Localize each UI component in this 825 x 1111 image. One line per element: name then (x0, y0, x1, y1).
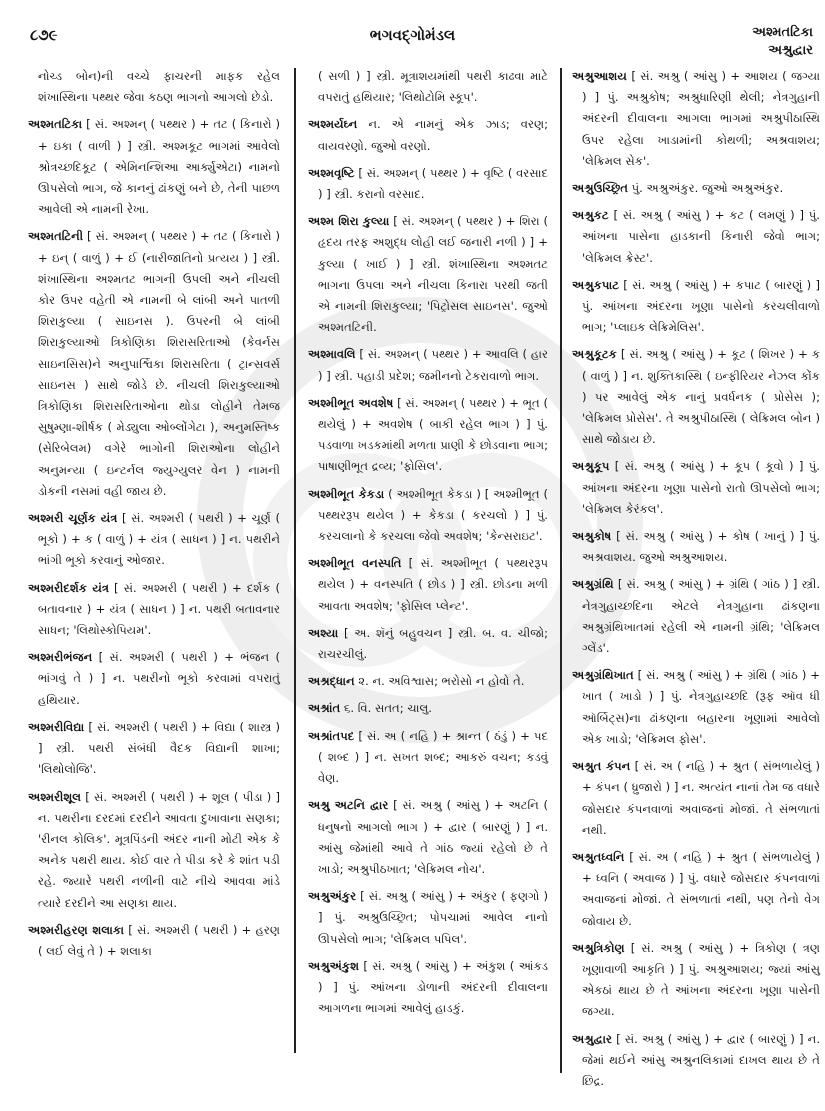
entry-headword: અશ્રુકટ (572, 208, 609, 223)
entry-headword: અશ્મરીભંજન (28, 650, 93, 665)
entry-definition: [ સં. અશ્રુ ( આંસુ ) + કૂટ ( શિખર ) + ક ( વાળું ) ] ન. શુક્તિકાસ્થિ ( ઇન્ફીરિયર નેઝલ કોંક ) પર આવેલું એક નાનું પ્રવર્ધનક ( પ્રોસેસ ); 'લેક્રિમલ પ્રોસેસ'. તે અશ્રુપીઠાસ્થિ ( લેક્રિમલ બોન ) સાથે જોડાય છે. (582, 347, 821, 447)
entry-definition: [ સં. અશ્મરી ( પથરી ) + ચૂર્ણ ( ભૂકો ) + ક ( વાળું ) + યંત્ર ( સાધન ) ] ન. પથરીને ભાંગી ભૂકો કરવાનું ઓજાર. (38, 511, 280, 568)
entry-definition: ૨. ન. અવિશ્વાસ; ભરોસો ન હોવો તે. (358, 674, 525, 689)
entry-definition: [ સં. અશ્રુ ( આંસુ ) + કપાટ ( બારણું ) ] પું. આંખના અંદરના ખૂણા પાસેનો કરચલીવાળો ભાગ; 'પ્લાઇક લેક્રિમેલિસ'. (582, 277, 820, 335)
dictionary-entry (308, 66, 548, 108)
dictionary-entry (308, 163, 548, 205)
dictionary-entry (28, 787, 280, 914)
dictionary-entry (572, 938, 820, 1023)
entry-headword: અશ્રુદ્વાર (572, 1031, 612, 1046)
entry-headword: અશ્રુઆશય (572, 69, 627, 83)
guide-word-last: અશ્રુદ્વાર (768, 43, 813, 58)
entry-headword: અશ્મતટિની (28, 229, 84, 244)
entry-definition: [ સં. અશ્મરી ( પથરી ) + ભંજન ( ભાંગવું તે ) ] ન. પથરીનો ભૂકો કરવામાં વપરાતું હથિયાર. (38, 650, 280, 707)
dictionary-entry (572, 1029, 820, 1093)
entry-definition: [ સં. અશ્મરી ( પથરી ) + હરણ ( લઈ લેવું તે ) + શલાકા (38, 922, 281, 958)
entry-definition: [ સં. અશ્રુ ( આંસુ ) + કોષ ( ખાનું ) ] પું. અશ્રવાશય. જુઓ અશ્રુઆશય. (582, 529, 820, 565)
guide-word-first: અશ્મતટિકા (752, 25, 813, 40)
dictionary-entry (308, 393, 548, 478)
dictionary-entry (572, 847, 820, 932)
dictionary-entry (28, 66, 280, 108)
dictionary-columns (16, 66, 821, 1096)
entry-definition: [ સં. અશ્રુ ( આંસુ ) + દ્વાર ( બારણું ) ] ન. જેમાં થઈને આંસુ અશ્રુનલિકામાં દાખલ થાય છે તે છિદ્ર. (582, 1031, 821, 1088)
dictionary-entry (308, 795, 548, 880)
dictionary-entry (572, 756, 820, 841)
dictionary-entry (28, 114, 280, 220)
entry-headword: અશ્મરીહરણ શલાકા (28, 922, 124, 937)
entry-headword: અશ્રુગ્રંથિખાત (572, 668, 634, 683)
entry-headword: અશ્રુઅંકુશ (308, 958, 360, 973)
entry-definition: [ અ. શૅનું બહુવચન ] સ્ત્રી. બ. વ. ચીજો; રાચરચીલું. (318, 625, 548, 662)
entry-headword: અશ્મરીદર્શક યંત્ર (28, 580, 109, 595)
page-header (0, 12, 825, 58)
entry-definition: [ સં. અશ્મન્ ( પથ્થર ) + ભૂત ( થયેલું ) + અવશેષ ( બાકી રહેલ ભાગ ) ] પું. પડવાળા ખડકમાંથી મળતા પ્રાણી કે છોડવાના ભાગ; પાષાણીભૂત દ્રવ્ય; 'ફોસિલ'. (318, 395, 548, 474)
entry-definition: [ સં. અશ્રુ ( આંસુ ) + અટનિ ( ધનુષનો આગલો ભાગ ) + દ્વાર ( બારણું ) ] ન. આંસુ જેમાંથી આવે તે ગાંઠ જ્યાં રહેલો છે તે ખાડો; અશ્રુપીઠખાત; 'લેક્રિમલ નોચ'. (318, 798, 549, 876)
dictionary-entry (308, 698, 548, 719)
dictionary-entry (28, 717, 280, 781)
entry-definition: [ સં. અશ્મન્ ( પથ્થર ) + વૃષ્ટિ ( વરસાદ ) ] સ્ત્રી. કરાનો વરસાદ. (318, 165, 548, 202)
entry-headword: અશ્મીભૂત કેકડા (308, 486, 385, 501)
entry-definition: [ સં. અશ્રુ ( આંસુ ) + ત્રિકોણ ( ત્રણ ખૂણાવાળી આકૃતિ ) ] પું. અશ્રુઆશય; જ્યાં આંસુ એકઠાં થાય છે તે આંખના અંદરના ખૂણા પાસેની જગ્યા. (582, 940, 821, 1019)
entry-definition: [ સં. અશ્મરી ( પથરી ) + વિદ્યા ( શાસ્ત્ર ) ] સ્ત્રી. પથરી સંબંધી વૈદક વિદ્યાની શાખા; 'લિથોલોજિ'. (38, 719, 281, 777)
entry-headword: અશ્રુત્રિકોણ (572, 940, 625, 955)
dictionary-entry (308, 956, 548, 1020)
dictionary-entry (308, 553, 548, 617)
dictionary-entry (572, 344, 820, 450)
dictionary-entry (572, 456, 820, 520)
entry-headword: અશ્રુકૂટક (572, 347, 617, 362)
entry-headword: અશ્રુઉચ્છ્રિત (572, 181, 628, 196)
entry-headword: અશ્મરીશૂલ (28, 789, 82, 804)
guide-words (752, 24, 813, 60)
entry-definition: [ સં. અશ્મીભૂત ( પથ્થરરૂપ થયેલ ) + વનસ્પતિ ( છોડ ) ] સ્ત્રી. છોડના મળી આવતા અવશેષ; 'ફોસિલ પ્લેન્ટ'. (318, 556, 549, 613)
entry-definition: ( સળી ) ] સ્ત્રી. મૂત્રાશયમાંથી પથરી કાઢવા માટે વપરાતું હથિયાર; 'લિથોટોમિ સ્કૂપ'. (318, 69, 548, 105)
dictionary-entry (572, 178, 820, 199)
dictionary-entry (572, 574, 820, 659)
entry-headword: અશ્મતટિકા (28, 117, 83, 132)
dictionary-entry (308, 726, 548, 790)
entry-definition: નોચ્ડ બોન)ની વચ્ચે ફાચરની માફક રહેલ શંખાસ્થિના પથ્થર જેવા કઠણ ભાગનો આગલો છેડો. (38, 69, 280, 105)
column-divider (560, 68, 562, 1073)
entry-definition: [ સં. અશ્મરી ( પથરી ) + દર્શક ( બતાવનાર ) + યંત્ર ( સાધન ) ] ન. પથરી બતાવનાર સાધન; 'લિથોસ્કોપિયમ'. (38, 580, 280, 638)
entry-definition: [ સં. અશ્રુ ( આંસુ ) + કૂપ ( કૂવો ) ] પું. આંખના અંદરના ખૂણા પાસેનો રાતો ઊપસેલો ભાગ; 'લેક્રિમલ કેરંકલ'. (582, 459, 820, 516)
entry-headword: અશ્રુ અટનિ દ્વાર (308, 798, 389, 813)
entry-headword: અશ્રુકપાટ (572, 277, 619, 292)
entry-headword: અશ્મીભૂત અવશેષ (308, 395, 394, 410)
dictionary-entry (308, 114, 548, 156)
dictionary-entry (308, 344, 548, 386)
dictionary-entry (28, 226, 280, 502)
entry-definition: ન. એ નામનું એક ઝાડ; વરણ; વાયવરણો. જુઓ વરણો. (318, 117, 548, 153)
entry-headword: અશ્મીભૂત વનસ્પતિ (308, 556, 402, 571)
entry-headword: અશ્રુકૂપ (572, 459, 610, 474)
dictionary-entry (28, 920, 280, 962)
entry-headword: અશ્યા (308, 625, 339, 640)
column-divider (294, 68, 296, 1053)
entry-definition: [ સં. અશ્રુ ( આંસુ ) + ગ્રંથિ ( ગાંઠ ) + ખાત ( ખાડો ) ] પું. નેત્રગુહાચ્છદિ (રૂફ ઑવ ધી ઑર્બિટ્સ)ના ઢાંકણના બહારના ખૂણામાં આવેલો એક ખાડો; 'લેક્રિમલ ફોસ'. (582, 668, 820, 746)
dictionary-entry (28, 508, 280, 572)
dictionary-entry (572, 665, 820, 750)
column-3 (572, 66, 821, 1088)
entry-definition: [ સં. અશ્મન્ ( પથ્થર ) + આવલિ ( હાર ) ] સ્ત્રી. પહાડી પ્રદેશ; જમીનનો ટેકરાવાળો ભાગ. (318, 347, 548, 383)
dictionary-entry (572, 66, 820, 172)
entry-headword: અશ્માવલિ (308, 347, 356, 362)
entry-headword: અશ્રાંત (308, 701, 341, 716)
entry-headword: અશ્મ શિરા કુલ્યા (308, 214, 390, 229)
entry-headword: અશ્રુત કંપન (572, 759, 631, 774)
dictionary-entry (308, 484, 548, 548)
entry-definition: [ સં. અશ્મન્ ( પથ્થર ) + શિરા ( હૃદય તરફ અશુદ્ધ લોહી લઈ જનારી નળી ) ] + કુલ્યા ( ખાઈ ) ] સ્ત્રી. શંખાસ્થિના અશ્મતટ ભાગના ઉપલા અને નીચલા કિનારા પરથી જતી એ નામની શિરાકુલ્યા; 'પિટ્રોસલ સાઇનસ'. જુઓ અશ્મતટિની. (318, 214, 549, 335)
entry-headword: અશ્મવૃષ્ટિ (308, 165, 355, 180)
entry-headword: અશ્મરીવિદ્યા (28, 719, 85, 734)
entry-headword: અશ્મરી ચૂર્ણક યંત્ર (28, 511, 118, 526)
entry-definition: પું. અશ્રુઅંકુર. જુઓ અશ્રુઅંકુર. (631, 181, 784, 196)
entry-definition: [ સં. અશ્રુ ( આંસુ ) + કટ ( લમણું ) ] પું. આંખના પાસેના હાડકાની કિનારી જેવો ભાગ; 'લેક્રિમલ ક્રેસ્ટ'. (582, 208, 820, 265)
dictionary-entry (308, 886, 548, 950)
entry-headword: અશ્રુગ્રંથિ (572, 577, 614, 592)
entry-definition: [ સં. અ ( નહિ ) + શ્રાન્ત ( ઠંડું ) + પદ ( શબ્દ ) ] ન. સખત શબ્દ; આકરું વચન; કડવું વેણ. (318, 728, 548, 786)
entry-definition: [ સં. અ ( નહિ ) + શ્રુત ( સંભળાયેલું ) + ધ્વનિ ( અવાજ ) ] પું. વધારે જોસદાર કંપનવાળાં અવાજનાં મોજાં. તે સંભળાતાં નથી, પણ તેનો વેગ જોવાય છે. (582, 849, 821, 928)
entry-definition: [ સં. અશ્રુ ( આંસુ ) + આશય ( જગ્યા ) ] પું. અશ્રુકોષ; અશ્રુધારિણી થેલી; નેત્રગુહાની અંદરની દીવાલના આગલા ભાગમાં અશ્રુપીઠાસ્થિ ઉપર રહેલા ખાડામાંની કોથળી; અશ્રવાશય; 'લેક્રિમલ સેક'. (582, 69, 820, 168)
dictionary-entry (308, 211, 548, 338)
column-2 (308, 66, 548, 1066)
entry-headword: અશ્મર્યઘ્ન (308, 117, 358, 132)
entry-definition: [ સં. અશ્રુ ( આંસુ ) + અંકુશ ( આંકડ ) ] પું. આંખના ડોળાની અંદરની દીવાલના આગળના ભાગમાં આવેલું હાડકું. (318, 958, 548, 1016)
entry-definition: ૬. વિ. સતત; ચાલુ. (343, 701, 432, 716)
entry-headword: અશ્રુઅંકુર (308, 889, 357, 904)
entry-definition: [ સં. અ ( નહિ ) + શ્રુત ( સંભળાયેલું ) + કંપન ( ધ્રુજારો ) ] ન. અત્યંત નાનાં તેમ જ વધારે જોસદાર કંપનવાળાં અવાજનાં મોજાં. તે સંભળાતાં નથી. (582, 759, 821, 837)
book-title: ભગવદ્ગોમંડલ (369, 26, 456, 44)
page-number: ૮૭૯ (30, 26, 58, 44)
entry-definition: [ સં. અશ્મન્ ( પથ્થર ) + તટ ( કિનારો ) + ઇન્ ( વાળું ) + ઈ (નારીજાતિનો પ્રત્યય ) ] સ્ત્રી. શંખાસ્થિના અશ્મતટ ભાગની ઉપલી અને નીચલી કોર ઉપર વહેતી એ નામની બે લાંબી અને પાતળી શિરાકુલ્યા ( સાઇનસ ). ઉપરની બે લાંબી શિરાકુલ્યાઓ ત્રિકોણિકા શિરાસરિતાઓ (કેવર્નસ સાઇનસિસ)ને અનુપાર્શ્વિકા શિરાસરિતા ( ટ્રાન્સવર્સ સાઇનસ ) સાથે જોડે છે. નીચલી શિરાકુલ્યાઓ ત્રિકોણિકા શિરાસરિતાઓના થોડા લોહીને તેમજ સુષુમ્ણા-શીર્ષક ( મેડ્યુલા ઓબ્લોંગેટા ), અનુમસ્તિષ્ક (સેરિબેલમ) વગેરે ભાગોની શિરાઓના લોહીને અનુમન્યા ( ઇન્ટર્નલ જ્યુગ્યુલર વેન ) નામની ડોકની નસમાં વહી જાય છે. (38, 229, 281, 498)
entry-definition: [ સં. અશ્મન્ ( પથ્થર ) + તટ ( કિનારો ) + ઇકા ( વાળી ) ] સ્ત્રી. અશ્મકૂટ ભાગમાં આવેલો શ્રોત્રચ્છદિકૂટ ( એમિનન્શિઆ આર્ક્યુએટા) નામનો ઊપસેલો ભાગ, જે કાનનું ઢાંકણું બને છે, તેની પાછળ આવેલી એ નામની રેખા. (38, 117, 281, 217)
entry-definition: [ સં. અશ્મરી ( પથરી ) + શૂલ ( પીડા ) ] ન. પથરીના દરદમાં દરદીને આવતા દુખાવાના સણકા; 'રીનલ કોલિક'. મૂત્રપિંડની અંદર નાની મોટી એક કે અનેક પથરી થાય. કોઈ વાર તે પીડા કરે કે શાંત પડી રહે. જ્યારે પથરી નળીની વાટે નીચે આવવા માંડે ત્યારે દરદીને આ સણકા થાય. (38, 789, 280, 910)
column-1 (28, 66, 280, 1066)
dictionary-entry (308, 671, 548, 692)
entry-headword: અશ્રદ્ધાન (308, 674, 355, 689)
entry-definition: [ સં. અશ્રુ ( આંસુ ) + ગ્રંથિ ( ગાંઠ ) ] સ્ત્રી. નેત્રગુહાચ્છદિના એટલે નેત્રગુહાના ઢાંકણના અશ્રુગ્રંથિખાતમાં રહેલી એ નામની ગ્રંથિ; 'લેક્રિમલ ગ્લેંડ'. (582, 577, 821, 656)
entry-headword: અશ્રુતધ્વનિ (572, 849, 625, 864)
entry-headword: અશ્રુકોષ (572, 529, 612, 544)
dictionary-entry (572, 526, 820, 568)
entry-headword: અશ્રાંતપદ (308, 728, 355, 743)
dictionary-entry (28, 647, 280, 711)
dictionary-entry (28, 578, 280, 642)
dictionary-entry (308, 623, 548, 665)
entry-definition: ( અશ્મીભૂત કેકડા ) [ અશ્મીભૂત ( પથ્થરરૂપ થયેલ ) + કેકડા ( કરચલો ) ] પું. કરચલાનો કે કરચલા જેવો અવશેષ; 'કેન્સરાઇટ'. (318, 486, 549, 544)
dictionary-entry (572, 205, 820, 269)
dictionary-entry (572, 275, 820, 339)
entry-definition: [ સં. અશ્રુ ( આંસુ ) + અંકુર ( ફણગો ) ] પું. અશ્રુઉચ્છ્રિત; પોપચામાં આવેલ નાનો ઊપસેલો ભાગ; 'લેક્રિમલ પપિલ'. (318, 889, 548, 946)
